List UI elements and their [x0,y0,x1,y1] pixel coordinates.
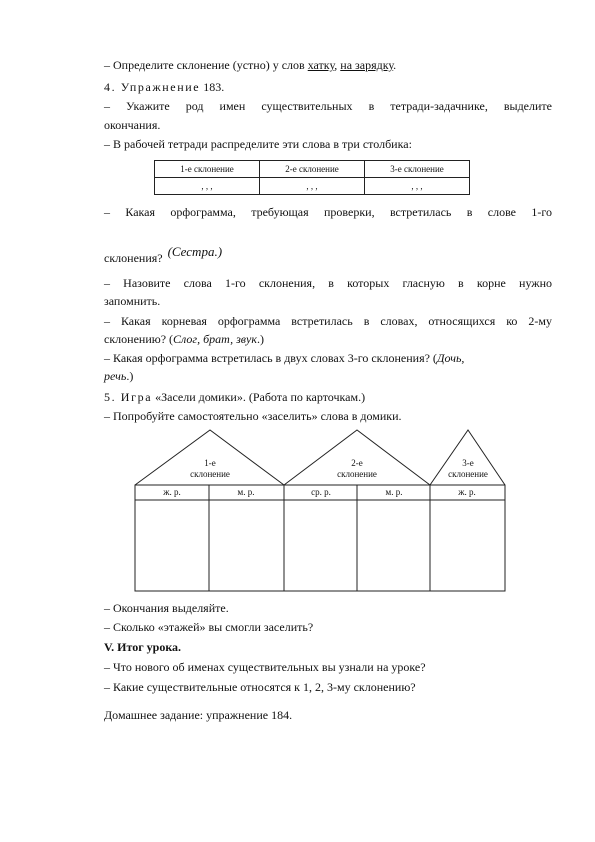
instruction-line-4: окончания. [104,118,161,132]
instruction-line-9: запомнить. [104,294,161,308]
column-label: м. р. [385,487,403,497]
roof-label-word: склонение [190,469,230,479]
table-header-cell: 1-е склонение [155,161,260,178]
roof-label-word: склонение [337,469,377,479]
instruction-text: склонения? [104,251,166,265]
handwritten-word-sestra: (Сестра.) [167,244,223,259]
roof-label-num: 2-е [351,458,363,468]
table-header-cell: 3-е склонение [365,161,470,178]
instruction-line-16: – Окончания выделяйте. [104,601,229,615]
instruction-line-17: – Сколько «этажей» вы смогли заселить? [104,620,314,634]
table-cell: , , , [260,178,365,195]
separator: , [334,58,341,72]
italic-words: Слог, брат, звук [173,332,257,346]
instruction-line-10: – Какая корневая орфограмма встретилась в словах, относящихся ко 2-му [104,314,552,328]
instruction-line-20: – Какие существительные относятся к 1, 2, 3-му склонению? [104,680,416,694]
roof-label-num: 3-е [462,458,474,468]
roof-label-3 [428,458,508,480]
game-label: 5. Игра [104,390,153,404]
roof-label-2 [317,458,397,480]
period: .) [126,369,134,383]
roof-label-1 [170,458,250,480]
instruction-line-15: – Попробуйте самостоятельно «заселить» слова в домики. [104,409,402,423]
table-header-cell: 2-е склонение [260,161,365,178]
table-cell: , , , [365,178,470,195]
column-label: ж. р. [163,487,181,497]
italic-word-doch: Дочь, [436,351,465,365]
instruction-line-5: – В рабочей тетради распределите эти слова в три столбика: [104,137,412,151]
period: . [393,58,397,72]
table-cell: , , , [155,178,260,195]
italic-word-rech: речь [104,369,127,383]
instruction-line-6: – Какая орфограмма, требующая проверки, встретилась в слове 1-го [104,205,552,219]
instruction-text: – Какая орфограмма встретилась в двух словах 3-го склонения? ( [104,351,437,365]
column-label: ж. р. [458,487,476,497]
column-label: ср. р. [311,487,331,497]
game-title: «Засели домики». (Работа по карточкам.) [152,390,366,404]
word-khatku: хатку [307,58,335,72]
word-na-zaryadku: на зарядку [340,58,394,72]
column-label: м. р. [237,487,255,497]
roof-label-word: склонение [448,469,488,479]
instruction-line-8: – Назовите слова 1-го склонения, в которых гласную в корне нужно [104,276,552,290]
instruction-line-19: – Что нового об именах существительных вы узнали на уроке? [104,660,426,674]
exercise-number: 183. [200,80,225,94]
exercise-label: 4. Упражнение [104,80,201,94]
section-heading-summary: V. Итог урока. [104,640,182,654]
instruction-line-3: – Укажите род имен существительных в тетради-задачнике, выделите [104,99,552,113]
instruction-text: склонению? ( [104,332,174,346]
house-body [135,485,505,591]
homework-line: Домашнее задание: упражнение 184. [104,708,293,722]
roof-label-num: 1-е [204,458,216,468]
instruction-text: – Определите склонение (устно) у слов [104,58,308,72]
period: .) [256,332,264,346]
